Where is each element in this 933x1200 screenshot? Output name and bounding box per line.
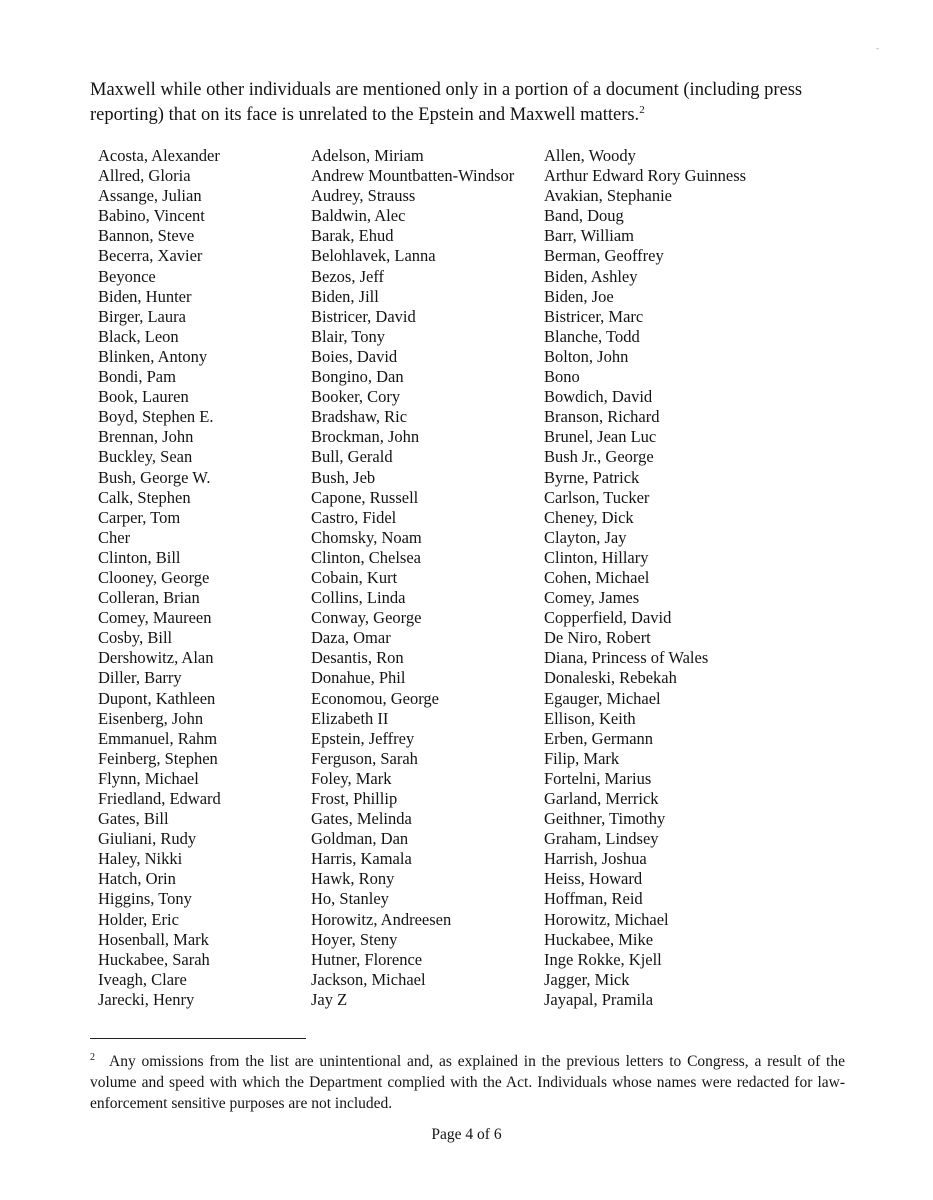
name-entry: Dupont, Kathleen	[98, 688, 216, 708]
name-entry: Hutner, Florence	[311, 949, 423, 969]
name-entry: Frost, Phillip	[311, 789, 398, 808]
name-entry: Black, Leon	[98, 326, 179, 346]
intro-text: Maxwell while other individuals are mentioned only in a portion of a document (including press reporting) that on its face is unrelated to the Epstein and Maxwell matters.	[90, 80, 803, 125]
name-entry: Clooney, George	[98, 567, 210, 587]
name-entry: Donaleski, Rebekah	[544, 668, 677, 688]
name-entry: Allen, Woody	[544, 146, 636, 165]
name-entry: Clinton, Chelsea	[311, 547, 421, 567]
name-entry: Bondi, Pam	[98, 367, 176, 387]
name-entry: Cher	[98, 527, 131, 547]
name-entry: Graham, Lindsey	[544, 829, 659, 849]
name-entry: Arthur Edward Rory Guinness	[544, 166, 747, 186]
name-entry: Barak, Ehud	[311, 226, 394, 246]
name-entry: Bongino, Dan	[311, 367, 404, 387]
corner-mark: -	[876, 43, 879, 53]
name-entry: Heiss, Howard	[544, 869, 643, 889]
name-entry: Hoyer, Steny	[311, 929, 398, 949]
name-entry: Elizabeth II	[311, 708, 389, 728]
name-entry: Allred, Gloria	[98, 166, 191, 186]
name-entry: Andrew Mountbatten-Windsor	[311, 166, 515, 186]
name-entry: Ferguson, Sarah	[311, 748, 418, 768]
name-entry: Biden, Ashley	[544, 266, 638, 286]
name-entry: Brunel, Jean Luc	[544, 427, 657, 447]
name-entry: Flynn, Michael	[98, 768, 199, 788]
name-entry: Huckabee, Mike	[544, 929, 654, 949]
name-entry: Clinton, Bill	[98, 547, 181, 567]
name-entry: Bush, Jeb	[311, 467, 376, 487]
name-entry: Ho, Stanley	[311, 889, 389, 909]
name-entry: Bull, Gerald	[311, 447, 393, 467]
name-entry: Fortelni, Marius	[544, 768, 652, 788]
name-entry: Clayton, Jay	[544, 527, 627, 547]
name-entry: Geithner, Timothy	[544, 809, 666, 829]
name-entry: Horowitz, Andreesen	[311, 909, 452, 929]
name-entry: Becerra, Xavier	[98, 246, 203, 266]
footnote-reference: 2	[639, 103, 645, 116]
name-entry: Bush, George W.	[98, 467, 211, 487]
name-entry: Blair, Tony	[311, 326, 385, 346]
name-entry: Bistricer, Marc	[544, 306, 644, 326]
name-entry: Economou, George	[311, 688, 439, 708]
name-entry: Branson, Richard	[544, 407, 660, 427]
name-entry: Bezos, Jeff	[311, 266, 385, 286]
name-entry: Higgins, Tony	[98, 889, 192, 909]
name-entry: Adelson, Miriam	[311, 146, 424, 165]
name-entry: Bannon, Steve	[98, 226, 195, 246]
name-entry: Jarecki, Henry	[98, 989, 195, 1009]
name-entry: Iveagh, Clare	[98, 969, 187, 989]
name-entry: Bush Jr., George	[544, 447, 654, 467]
name-entry: De Niro, Robert	[544, 628, 651, 648]
name-entry: Colleran, Brian	[98, 588, 200, 608]
name-entry: Clinton, Hillary	[544, 547, 649, 567]
name-entry: Bolton, John	[544, 346, 629, 366]
name-entry: Bono	[544, 367, 580, 387]
name-entry: Jay Z	[311, 989, 348, 1009]
name-entry: Copperfield, David	[544, 608, 672, 628]
name-entry: Boies, David	[311, 346, 398, 366]
name-entry: Carlson, Tucker	[544, 487, 650, 507]
name-entry: Jackson, Michael	[311, 969, 426, 989]
names-column-2	[311, 146, 514, 1010]
name-entry: Feinberg, Stephen	[98, 748, 218, 768]
name-entry: Ellison, Keith	[544, 708, 636, 728]
name-entry: Egauger, Michael	[544, 688, 661, 708]
name-entry: Birger, Laura	[98, 306, 186, 326]
name-entry: Daza, Omar	[311, 628, 391, 648]
name-entry: Hatch, Orin	[98, 869, 176, 889]
name-entry: Goldman, Dan	[311, 829, 409, 849]
footnote	[90, 1051, 845, 1114]
name-entry: Biden, Joe	[544, 286, 614, 306]
name-entry: Comey, Maureen	[98, 608, 212, 628]
name-entry: Desantis, Ron	[311, 648, 404, 668]
name-entry: Audrey, Strauss	[311, 186, 416, 206]
names-column-3	[544, 146, 746, 1010]
name-entry: Bowdich, David	[544, 387, 653, 407]
intro-paragraph	[90, 78, 860, 128]
name-entry: Band, Doug	[544, 206, 624, 226]
name-entry: Holder, Eric	[98, 909, 179, 929]
name-entry: Buckley, Sean	[98, 447, 193, 467]
name-entry: Barr, William	[544, 226, 635, 246]
name-entry: Biden, Hunter	[98, 286, 192, 306]
name-entry: Erben, Germann	[544, 728, 654, 748]
name-entry: Jayapal, Pramila	[544, 989, 654, 1009]
name-entry: Bradshaw, Ric	[311, 407, 408, 427]
name-entry: Cosby, Bill	[98, 628, 173, 648]
name-entry: Acosta, Alexander	[98, 146, 220, 165]
name-entry: Brennan, John	[98, 427, 194, 447]
name-entry: Gates, Bill	[98, 809, 169, 829]
name-entry: Avakian, Stephanie	[544, 186, 672, 206]
name-entry: Horowitz, Michael	[544, 909, 669, 929]
name-entry: Hawk, Rony	[311, 869, 395, 889]
name-entry: Dershowitz, Alan	[98, 648, 214, 668]
name-entry: Collins, Linda	[311, 588, 406, 608]
name-entry: Diller, Barry	[98, 668, 182, 688]
name-entry: Garland, Merrick	[544, 789, 659, 808]
name-entry: Harris, Kamala	[311, 849, 412, 869]
name-entry: Baldwin, Alec	[311, 206, 406, 226]
name-entry: Eisenberg, John	[98, 708, 204, 728]
name-entry: Carper, Tom	[98, 507, 181, 527]
name-entry: Booker, Cory	[311, 387, 401, 407]
name-entry: Biden, Jill	[311, 286, 379, 306]
footnote-text: Any omissions from the list are unintentional and, as explained in the previous letters to Congress, a result of the volume and speed with which the Department complied with the Act. Individuals whose names were redacted for law-enforcement sensitive purposes are not included.	[90, 1053, 845, 1112]
name-entry: Hoffman, Reid	[544, 889, 643, 909]
name-entry: Gates, Melinda	[311, 809, 412, 829]
name-entry: Giuliani, Rudy	[98, 829, 197, 849]
page-number: Page 4 of 6	[431, 1126, 502, 1143]
name-entry: Chomsky, Noam	[311, 527, 422, 547]
name-entry: Filip, Mark	[544, 748, 620, 768]
name-entry: Babino, Vincent	[98, 206, 205, 226]
name-entry: Cobain, Kurt	[311, 567, 398, 587]
name-entry: Blanche, Todd	[544, 326, 640, 346]
name-entry: Cheney, Dick	[544, 507, 634, 527]
name-entry: Bistricer, David	[311, 306, 416, 326]
name-entry: Haley, Nikki	[98, 849, 183, 869]
name-entry: Diana, Princess of Wales	[544, 648, 709, 668]
name-entry: Epstein, Jeffrey	[311, 728, 415, 748]
name-entry: Blinken, Antony	[98, 346, 208, 366]
name-entry: Byrne, Patrick	[544, 467, 640, 487]
name-entry: Brockman, John	[311, 427, 420, 447]
name-entry: Harrish, Joshua	[544, 849, 647, 869]
name-entry: Berman, Geoffrey	[544, 246, 664, 266]
name-entry: Friedland, Edward	[98, 789, 221, 808]
name-entry: Belohlavek, Lanna	[311, 246, 436, 266]
name-entry: Capone, Russell	[311, 487, 419, 507]
name-entry: Emmanuel, Rahm	[98, 728, 218, 748]
name-entry: Boyd, Stephen E.	[98, 407, 214, 427]
name-entry: Castro, Fidel	[311, 507, 397, 527]
name-entry: Hosenball, Mark	[98, 929, 209, 949]
name-entry: Donahue, Phil	[311, 668, 406, 688]
name-entry: Calk, Stephen	[98, 487, 191, 507]
names-column-1	[98, 146, 221, 1010]
name-entry: Jagger, Mick	[544, 969, 630, 989]
name-entry: Inge Rokke, Kjell	[544, 949, 662, 969]
name-entry: Conway, George	[311, 608, 422, 628]
name-entry: Foley, Mark	[311, 768, 392, 788]
name-entry: Huckabee, Sarah	[98, 949, 210, 969]
name-entry: Book, Lauren	[98, 387, 189, 407]
name-entry: Assange, Julian	[98, 186, 202, 206]
name-entry: Beyonce	[98, 266, 156, 286]
name-entry: Comey, James	[544, 588, 640, 608]
name-entry: Cohen, Michael	[544, 567, 650, 587]
footnote-marker: 2	[90, 1051, 95, 1063]
footnote-divider	[90, 1038, 306, 1039]
